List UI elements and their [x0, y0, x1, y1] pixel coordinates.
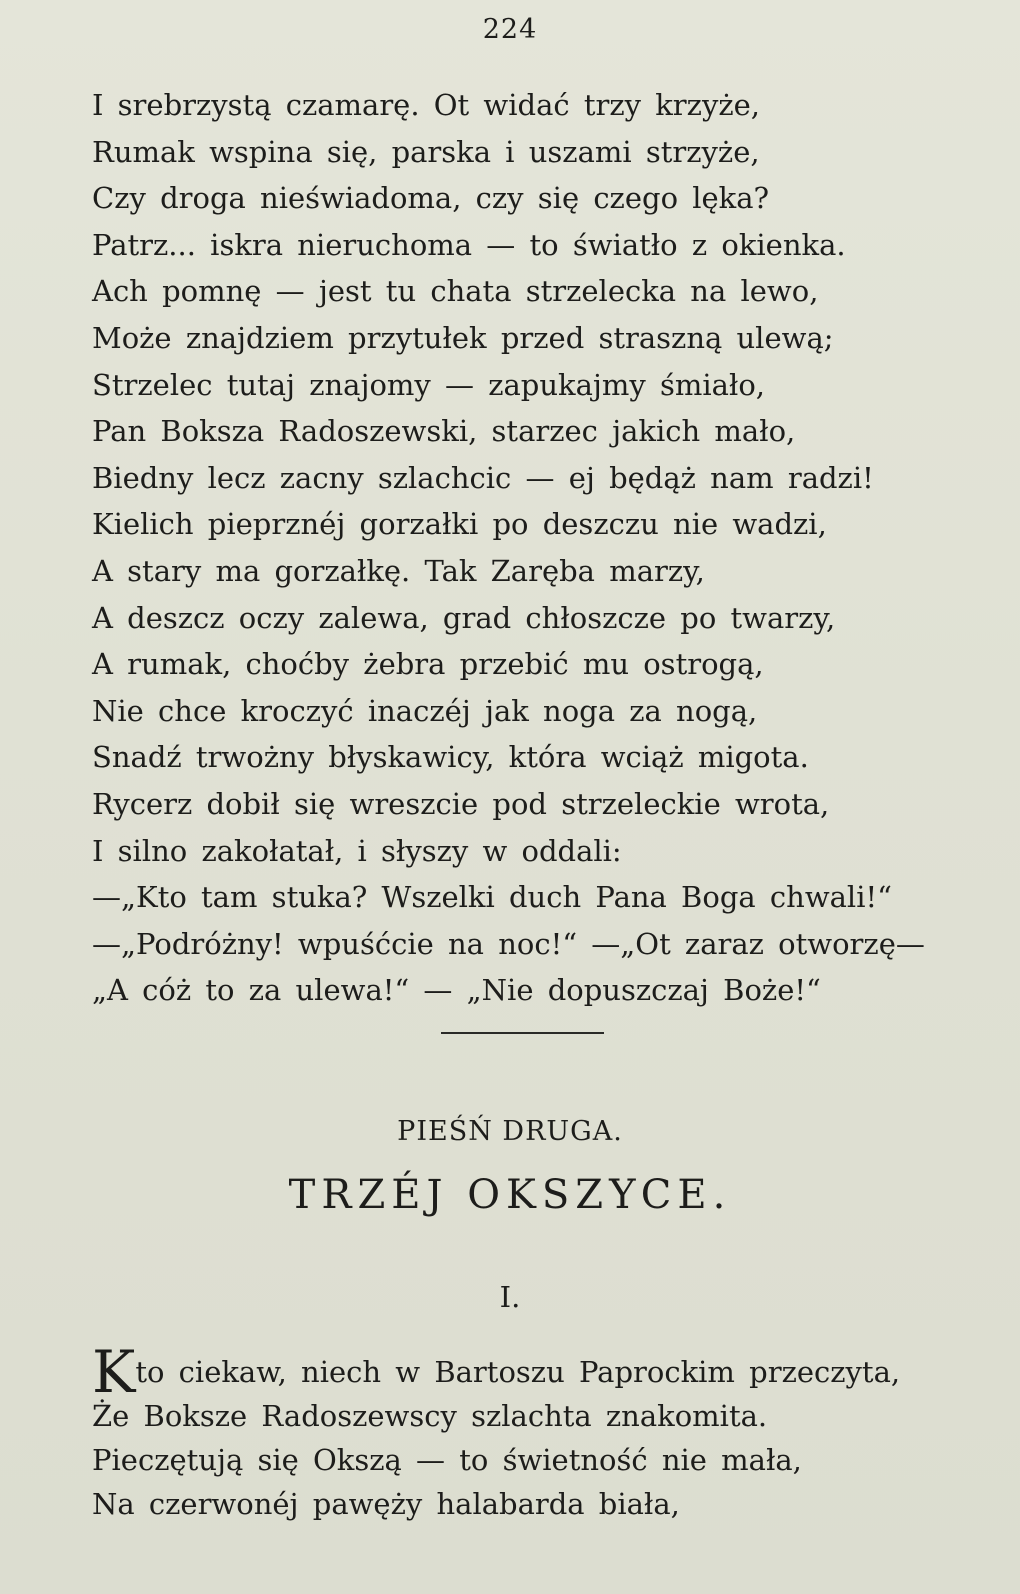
verse-line: Rycerz dobił się wreszcie pod strzeleckie wrota, [92, 786, 830, 821]
verse-block-bottom [92, 1338, 901, 1526]
verse-line: I srebrzystą czamarę. Ot widać trzy krzyże, [92, 88, 760, 122]
verse-line: Snadź trwożny błyskawicy, która wciąż migota. [92, 740, 809, 775]
page-number: 224 [482, 14, 538, 45]
verse-line: „A cóż to za ulewa!“ — „Nie dopuszczaj Boże!“ [92, 973, 821, 1008]
verse-line: A rumak, choćby żebra przebić mu ostrogą, [92, 647, 764, 682]
verse-line: Może znajdziem przytułek przed straszną ulewą; [92, 320, 834, 355]
verse-line: Pan Boksza Radoszewski, starzec jakich mało, [92, 414, 796, 449]
verse-line: —„Kto tam stuka? Wszelki duch Pana Boga chwali!“ [92, 880, 892, 915]
verse-line: Patrz... iskra nieruchoma — to światło z okienka. [92, 227, 846, 262]
verse-line: A deszcz oczy zalewa, grad chłoszcze po twarzy, [92, 600, 836, 635]
verse-line: Ach pomnę — jest tu chata strzelecka na lewo, [92, 274, 819, 309]
verse-line: Strzelec tutaj znajomy — zapukajmy śmiało, [92, 367, 766, 402]
first-verse-text: to ciekaw, niech w Bartoszu Paprockim przeczyta, [135, 1355, 901, 1389]
verse-line: Na czerwonéj pawęży halabarda biała, [92, 1487, 680, 1521]
song-title: TRZÉJ OKSZYCE. [288, 1172, 732, 1218]
verse-line: Czy droga nieświadoma, czy się czego lęka? [92, 181, 770, 216]
song-label: PIEŚŃ DRUGA. [397, 1116, 623, 1147]
verse-line: Biedny lecz zacny szlachcic — ej będąż nam radzi! [92, 460, 874, 495]
verse-block-top [92, 82, 925, 1014]
section-divider [441, 1032, 604, 1034]
verse-line: —„Podróżny! wpuśćcie na noc!“ —„Ot zaraz otworzę— [92, 926, 925, 961]
first-verse-line [92, 1338, 901, 1406]
verse-line: Rumak wspina się, parska i uszami strzyże, [92, 134, 760, 169]
verse-line: A stary ma gorzałkę. Tak Zaręba marzy, [92, 553, 705, 588]
section-number: I. [499, 1280, 521, 1314]
verse-line: Pieczętują się Okszą — to świetność nie mała, [92, 1443, 802, 1477]
verse-line: Nie chce kroczyć inaczéj jak noga za nogą, [92, 693, 758, 728]
verse-line: Że Boksze Radoszewscy szlachta znakomita. [92, 1399, 768, 1433]
verse-line: Kielich pieprznéj gorzałki po deszczu nie wadzi, [92, 507, 827, 542]
verse-line: I silno zakołatał, i słyszy w oddali: [92, 833, 622, 868]
drop-cap: K [92, 1338, 136, 1406]
